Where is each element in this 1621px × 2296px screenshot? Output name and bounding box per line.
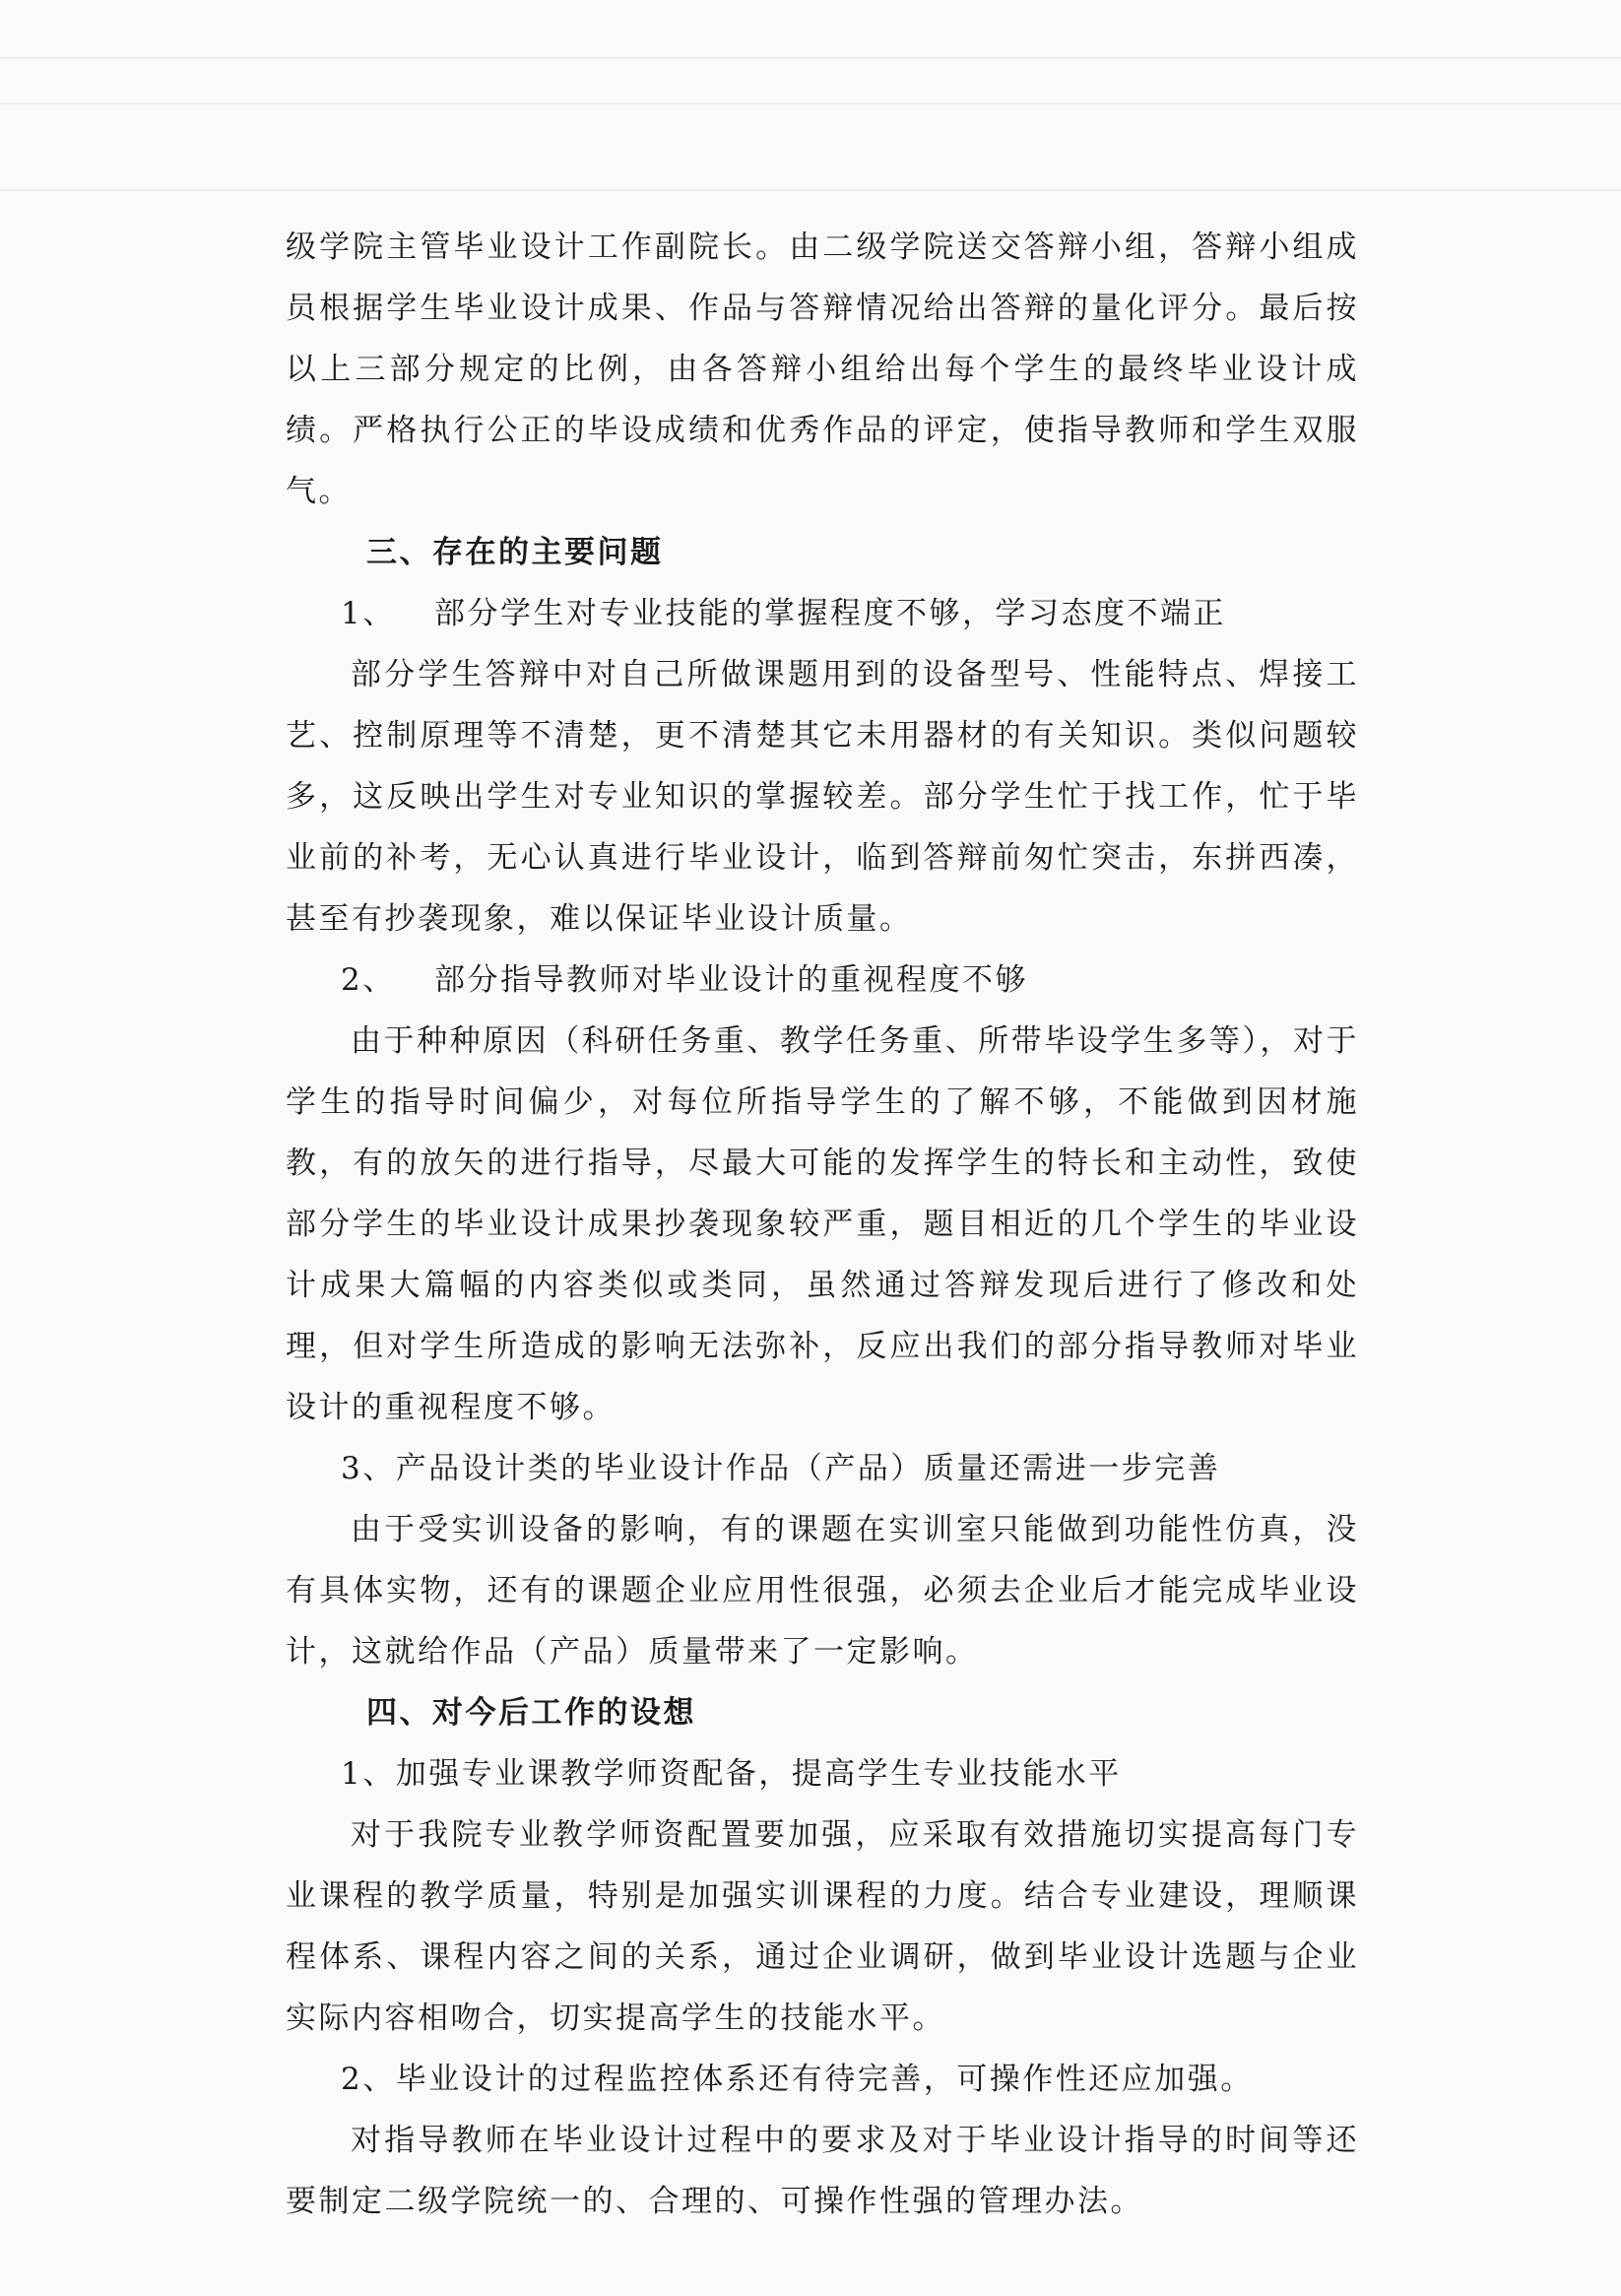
- section-4-heading: 四、对今后工作的设想: [366, 1695, 696, 1731]
- item-number: 2、: [341, 962, 396, 998]
- item-title-text: 产品设计类的毕业设计作品（产品）质量还需进一步完善: [395, 1451, 1221, 1486]
- item-number: 2、: [341, 2062, 396, 2097]
- section-4-item-1-body: 对于我院专业教学师资配置要加强，应采取有效措施切实提高每门专业课程的教学质量，特别是加强实训课程的力度。结合专业建设，理顺课程体系、课程内容之间的关系，通过企业调研，做到毕业设计选题与企业实际内容相吻合，切实提高学生的技能水平。: [286, 1817, 1359, 2036]
- section-3-heading: 三、存在的主要问题: [366, 535, 664, 570]
- item-number: 1、: [341, 596, 396, 631]
- item-title-text: 部分学生对专业技能的掌握程度不够，学习态度不端正: [434, 596, 1226, 631]
- section-3-item-2-title: [286, 950, 1359, 1011]
- item-number: 1、: [341, 1756, 396, 1792]
- item-title-text: 毕业设计的过程监控体系还有待完善，可操作性还应加强。: [395, 2062, 1254, 2097]
- section-3-item-1-title: [286, 583, 1359, 644]
- section-4-item-2-title: [286, 2049, 1359, 2110]
- section-3-item-1-body: 部分学生答辩中对自己所做课题用到的设备型号、性能特点、焊接工艺、控制原理等不清楚，更不清楚其它未用器材的有关知识。类似问题较多，这反映出学生对专业知识的掌握较差。部分学生忙于找工作，忙于毕业前的补考，无心认真进行毕业设计，临到答辩前匆忙突击，东拼西凑，甚至有抄袭现象，难以保证毕业设计质量。: [286, 657, 1359, 937]
- section-3-item-2-body: 由于种种原因（科研任务重、教学任务重、所带毕设学生多等），对于学生的指导时间偏少，对每位所指导学生的了解不够，不能做到因材施教，有的放矢的进行指导，尽最大可能的发挥学生的特长和主动性，致使部分学生的毕业设计成果抄袭现象较严重，题目相近的几个学生的毕业设计成果大篇幅的内容类似或类同，虽然通过答辩发现后进行了修改和处理，但对学生所造成的影响无法弥补，反应出我们的部分指导教师对毕业设计的重视程度不够。: [286, 1023, 1359, 1425]
- intro-paragraph: 级学院主管毕业设计工作副院长。由二级学院送交答辩小组，答辩小组成员根据学生毕业设计成果、作品与答辩情况给出答辩的量化评分。最后按以上三部分规定的比例，由各答辩小组给出每个学生的最终毕业设计成绩。严格执行公正的毕设成绩和优秀作品的评定，使指导教师和学生双服气。: [286, 230, 1359, 509]
- section-4-item-2-body: 对指导教师在毕业设计过程中的要求及对于毕业设计指导的时间等还要制定二级学院统一的、合理的、可操作性强的管理办法。: [286, 2123, 1359, 2219]
- section-4-item-1-title: [286, 1743, 1359, 1804]
- document-body: [286, 217, 1359, 2232]
- scan-artifact: [0, 102, 1621, 104]
- scan-artifact: [0, 189, 1621, 191]
- item-title-text: 部分指导教师对毕业设计的重视程度不够: [434, 962, 1028, 998]
- section-3-item-3-body: 由于受实训设备的影响，有的课题在实训室只能做到功能性仿真，没有具体实物，还有的课题企业应用性很强，必须去企业后才能完成毕业设计，这就给作品（产品）质量带来了一定影响。: [286, 1512, 1359, 1670]
- item-title-text: 加强专业课教学师资配备，提高学生专业技能水平: [395, 1756, 1122, 1792]
- scan-artifact: [0, 57, 1621, 59]
- section-3-item-3-title: [286, 1438, 1359, 1499]
- item-number: 3、: [341, 1451, 396, 1486]
